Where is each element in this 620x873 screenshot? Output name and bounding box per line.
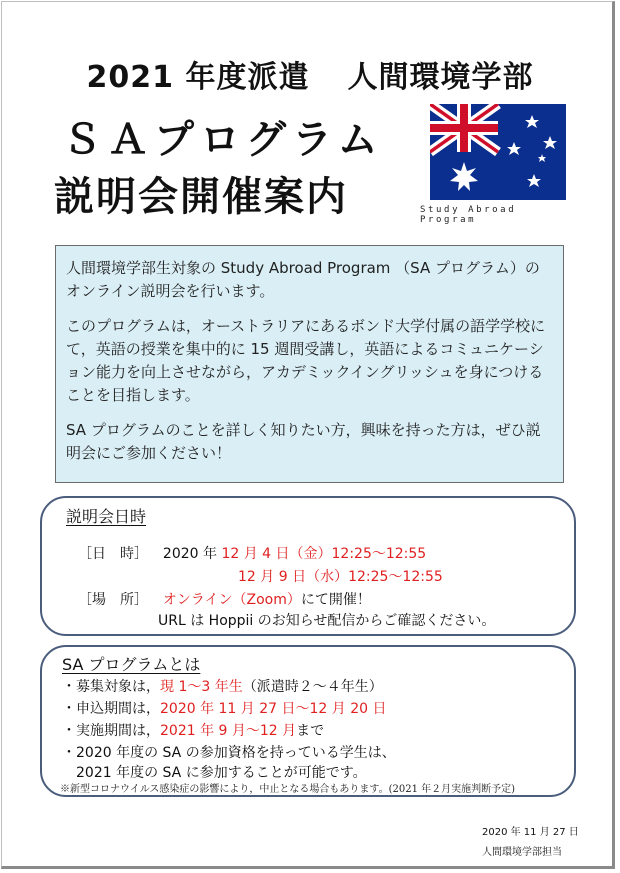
implementation-suffix: まで bbox=[296, 723, 325, 739]
about-heading: SA プログラムとは bbox=[62, 655, 201, 674]
eligibility-value: 現 1～3 年生 bbox=[160, 679, 243, 695]
covid-note: ※新型コロナウイルス感染症の影響により，中止となる場合もあります。(2021 年２月実施判断予定) bbox=[60, 784, 516, 795]
place-row bbox=[78, 589, 371, 609]
date-year: 2020 年 bbox=[162, 546, 217, 562]
eligibility-suffix: （派遣時２～４年生） bbox=[242, 679, 383, 695]
program-title: ＳＡプログラム bbox=[62, 117, 384, 163]
intro-panel bbox=[55, 245, 564, 483]
place-suffix: にて開催！ bbox=[300, 592, 371, 608]
page-header-line bbox=[0, 52, 620, 96]
about-item-eligibility-carryover-1: ・2020 年度の SA の参加資格を持っている学生は、 bbox=[62, 745, 396, 761]
about-item-application bbox=[62, 698, 387, 718]
place-note: URL は Hoppii のお知らせ配信からご確認ください。 bbox=[158, 613, 496, 629]
intro-paragraph-1: 人間環境学部生対象の Study Abroad Program （SA プログラム）のオンライン説明会を行います。 bbox=[66, 259, 540, 300]
about-item-implementation bbox=[62, 720, 324, 740]
intro-paragraph-3: SA プログラムのことを詳しく知りたい方，興味を持った方は，ぜひ説明会にご参加ください！ bbox=[66, 421, 541, 462]
intro-paragraph-2: このプログラムは，オーストラリアにあるボンド大学付属の語学学校にて，英語の授業を集中的に 15 週間受講し，英語によるコミュニケーション能力を向上させながら，アカデミックイングリッシュを身につけることを目指します。 bbox=[66, 317, 546, 404]
australian-flag-icon bbox=[430, 104, 566, 200]
year-dispatch-label: 2021 年度派遣 bbox=[86, 60, 310, 95]
date-row bbox=[78, 543, 426, 563]
issuing-department: 人間環境学部担当 bbox=[482, 847, 562, 858]
about-item-eligibility bbox=[62, 676, 383, 696]
issue-date: 2020 年 11 月 27 日 bbox=[482, 827, 579, 838]
session-heading: 説明会日時 bbox=[66, 507, 147, 526]
faculty-label: 人間環境学部 bbox=[347, 60, 534, 95]
date-label: ［日 時］ bbox=[78, 546, 148, 562]
place-label: ［場 所］ bbox=[78, 592, 148, 608]
implementation-prefix: ・実施期間は， bbox=[62, 723, 160, 739]
session-date-2: 12 月 9 日（水）12:25～12:55 bbox=[238, 569, 443, 585]
session-date-1: 12 月 4 日（金）12:25～12:55 bbox=[221, 546, 427, 562]
application-period: 2020 年 11 月 27 日～12 月 20 日 bbox=[160, 701, 387, 717]
application-prefix: ・申込期間は， bbox=[62, 701, 160, 717]
place-online: オンライン（Zoom） bbox=[162, 592, 301, 608]
eligibility-prefix: ・募集対象は， bbox=[62, 679, 160, 695]
flag-caption: Study Abroad Program bbox=[420, 205, 517, 225]
event-title: 説明会開催案内 bbox=[54, 174, 348, 220]
about-item-eligibility-carryover-2: 2021 年度の SA に参加することが可能です。 bbox=[76, 765, 367, 781]
implementation-period: 2021 年 9 月～12 月 bbox=[160, 723, 297, 739]
